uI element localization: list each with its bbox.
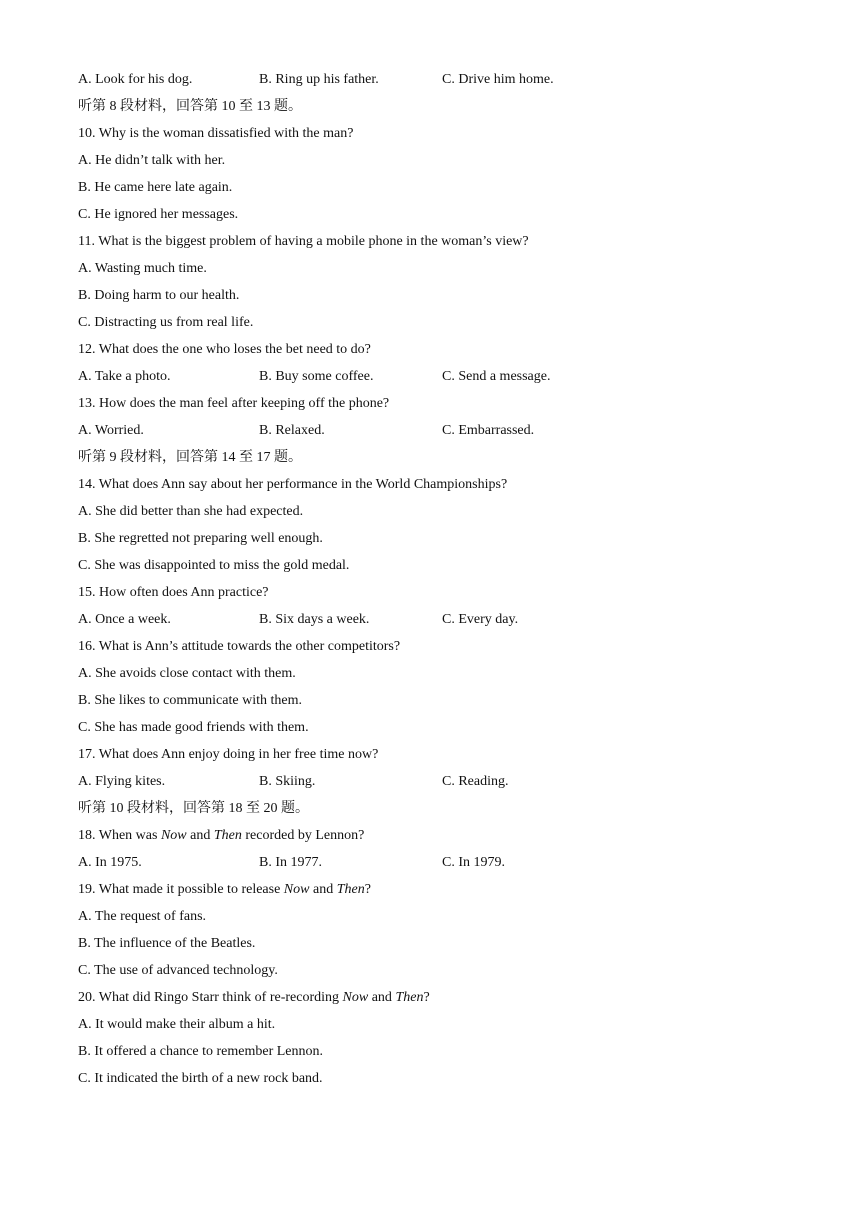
q10-option-b: B. He came here late again. [78, 180, 233, 195]
q20-song-title-then: Then [395, 990, 424, 1005]
q18-options-row [78, 853, 820, 873]
q18-question [78, 826, 820, 846]
q19-song-title-then: Then [336, 882, 365, 897]
q15-option-c: C. Every day. [442, 612, 519, 627]
q18-song-title-now: Now [160, 828, 187, 843]
q11-option-c: C. Distracting us from real life. [78, 315, 254, 330]
q12-options-row [78, 367, 820, 387]
q14-option-b: B. She regretted not preparing well enough. [78, 531, 323, 546]
q10-option-c: C. He ignored her messages. [78, 207, 239, 222]
q18-question-suffix: recorded by Lennon? [241, 828, 365, 843]
q9-option-a: A. Look for his dog. [78, 72, 193, 87]
q19-question [78, 880, 820, 900]
q11-question: 11. What is the biggest problem of having a mobile phone in the woman’s view? [78, 234, 529, 249]
q19-song-title-now: Now [283, 882, 310, 897]
q14-option-c: C. She was disappointed to miss the gold medal. [78, 558, 350, 573]
q19-question-suffix: ? [364, 882, 371, 897]
q13-options-row [78, 421, 820, 441]
q15-option-a: A. Once a week. [78, 612, 171, 627]
q20-option-b: B. It offered a chance to remember Lennon. [78, 1044, 324, 1059]
q17-question: 17. What does Ann enjoy doing in her free time now? [78, 747, 379, 762]
q18-option-c: C. In 1979. [442, 855, 505, 870]
section10-heading: 听第 10 段材料，回答第 18 至 20 题。 [78, 801, 309, 816]
q15-option-b: B. Six days a week. [259, 612, 370, 627]
q16-option-a: A. She avoids close contact with them. [78, 666, 296, 681]
q14-option-a: A. She did better than she had expected. [78, 504, 304, 519]
q20-option-a: A. It would make their album a hit. [78, 1017, 276, 1032]
section9-heading: 听第 9 段材料，回答第 14 至 17 题。 [78, 450, 302, 465]
q18-option-a: A. In 1975. [78, 855, 142, 870]
q17-options-row [78, 772, 820, 792]
q20-option-c: C. It indicated the birth of a new rock band. [78, 1071, 323, 1086]
q9-options-row [78, 70, 820, 90]
q16-option-b: B. She likes to communicate with them. [78, 693, 302, 708]
q20-question-suffix: ? [423, 990, 430, 1005]
q10-option-a: A. He didn’t talk with her. [78, 153, 226, 168]
q14-question: 14. What does Ann say about her performance in the World Championships? [78, 477, 508, 492]
q20-question-mid: and [368, 990, 396, 1005]
q13-option-c: C. Embarrassed. [442, 423, 535, 438]
q19-question-prefix: 19. What made it possible to release [78, 882, 284, 897]
q10-question: 10. Why is the woman dissatisfied with the man? [78, 126, 354, 141]
q18-question-mid: and [186, 828, 214, 843]
q17-option-c: C. Reading. [442, 774, 509, 789]
q15-question: 15. How often does Ann practice? [78, 585, 269, 600]
q15-options-row [78, 610, 820, 630]
q19-option-a: A. The request of fans. [78, 909, 207, 924]
q20-question-prefix: 20. What did Ringo Starr think of re-recording [78, 990, 343, 1005]
q11-option-b: B. Doing harm to our health. [78, 288, 240, 303]
q19-option-c: C. The use of advanced technology. [78, 963, 278, 978]
q18-question-prefix: 18. When was [78, 828, 161, 843]
q16-option-c: C. She has made good friends with them. [78, 720, 309, 735]
q19-question-mid: and [309, 882, 337, 897]
q18-option-b: B. In 1977. [259, 855, 322, 870]
q19-option-b: B. The influence of the Beatles. [78, 936, 256, 951]
q17-option-a: A. Flying kites. [78, 774, 166, 789]
q12-option-b: B. Buy some coffee. [259, 369, 374, 384]
q9-option-b: B. Ring up his father. [259, 72, 379, 87]
q11-option-a: A. Wasting much time. [78, 261, 207, 276]
q16-question: 16. What is Ann’s attitude towards the other competitors? [78, 639, 401, 654]
q13-option-a: A. Worried. [78, 423, 144, 438]
q13-option-b: B. Relaxed. [259, 423, 325, 438]
section8-heading: 听第 8 段材料，回答第 10 至 13 题。 [78, 99, 302, 114]
q13-question: 13. How does the man feel after keeping off the phone? [78, 396, 390, 411]
q12-option-c: C. Send a message. [442, 369, 551, 384]
q18-song-title-then: Then [213, 828, 242, 843]
q9-option-c: C. Drive him home. [442, 72, 554, 87]
q12-question: 12. What does the one who loses the bet need to do? [78, 342, 371, 357]
q20-question [78, 988, 820, 1008]
q17-option-b: B. Skiing. [259, 774, 316, 789]
q12-option-a: A. Take a photo. [78, 369, 171, 384]
q20-song-title-now: Now [342, 990, 369, 1005]
